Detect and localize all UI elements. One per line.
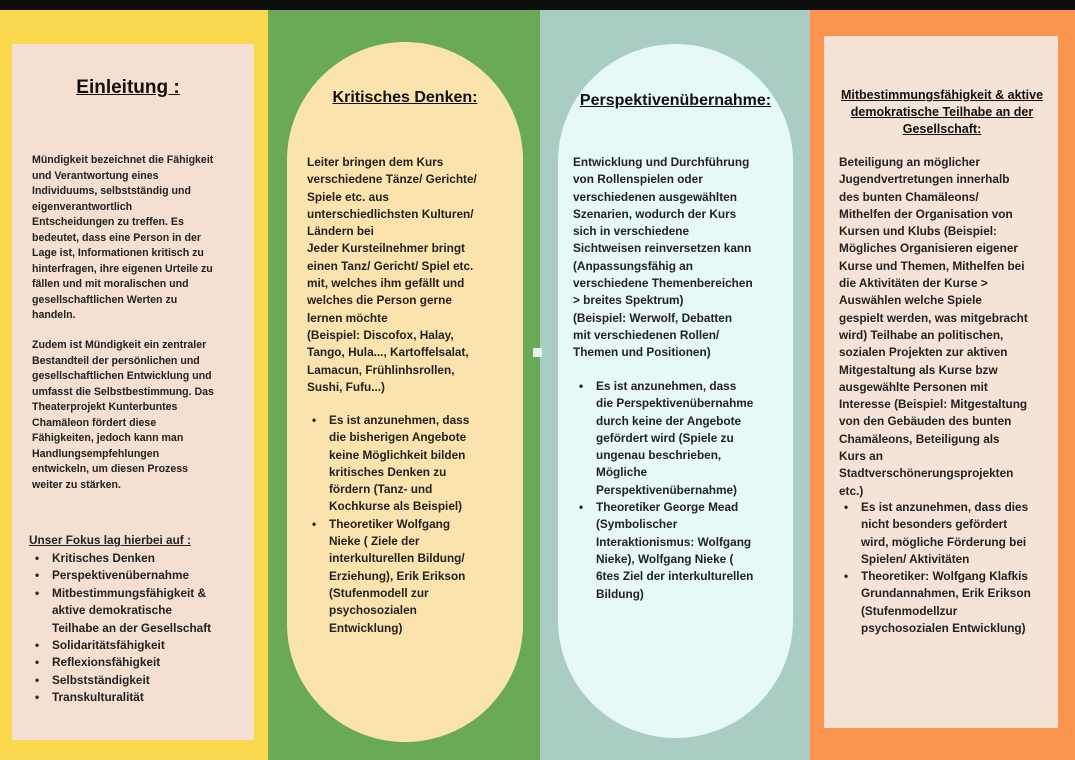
participation-title: Mitbestimmungsfähigkeit & aktive demokratische Teilhabe an der Gesellschaft: <box>840 88 1044 136</box>
focus-title: Unser Fokus lag hierbei auf : <box>29 533 191 547</box>
bullet-item: • Es ist anzunehmen, dass dies nicht besonders gefördert wird, mögliche Förderung bei Spielen/ Aktivitäten <box>841 499 1056 568</box>
focus-list <box>32 550 242 707</box>
critical-thinking-bullets <box>309 412 519 637</box>
introduction-paragraph-2: Zudem ist Mündigkeit ein zentraler Bestandteil der persönlichen und gesellschaftlichen Entwicklung und umfasst die Selbstbestimmung. Das Theaterprojekt Kunterbuntes Chamäleon fördert diese Fähigkeiten, jedoch kann man Handlungsempfehlungen entwickeln, um diesen Prozess weiter zu stärken. <box>32 339 214 491</box>
perspective-bullets <box>576 378 788 603</box>
critical-thinking-body: Leiter bringen dem Kurs verschiedene Tänze/ Gerichte/ Spiele etc. aus unterschiedlichsten Kulturen/ Ländern bei Jeder Kursteilnehmer bringt einen Tanz/ Gericht/ Spiel etc. mit, welches ihm gefällt und welches die Person gerne lernen möchte (Beispiel: Discofox, Halay, Tango, Hula..., Kartoffelsalat, Lamacun, Frühlinhsrollen, Sushi, Fufu...) <box>307 155 477 394</box>
focus-item: • Transkulturalität <box>32 689 242 706</box>
perspective-body: Entwicklung und Durchführung von Rollenspielen oder verschiedenen ausgewählten Szenarien, wodurch der Kurs sich in verschiedene Sichtweisen reinversetzen kann (Anpassungsfähig an verschiedene Themenbereichen > breites Spektrum) (Beispiel: Werwolf, Debatten mit verschiedenen Rollen/ Themen und Positionen) <box>573 155 753 360</box>
perspective-title: Perspektivenübernahme: <box>579 92 772 109</box>
bullet-item: • Theoretiker Wolfgang Nieke ( Ziele der interkulturellen Bildung/ Erziehung), Erik Erikson (Stufenmodell zur psychosozialen Entwicklung) <box>309 516 519 637</box>
bullet-item: • Theoretiker: Wolfgang Klafkis Grundannahmen, Erik Erikson (Stufenmodellzur psychosozialen Entwicklung) <box>841 568 1056 637</box>
bullet-item: • Es ist anzunehmen, dass die Perspektivenübernahme durch keine der Angebote gefördert wird (Spiele zu ungenau beschrieben, Mögliche Perspektivenübernahme) <box>576 378 788 499</box>
focus-item: • Solidaritätsfähigkeit <box>32 637 242 654</box>
bullet-item: • Theoretiker George Mead (Symbolischer Interaktionismus: Wolfgang Nieke), Wolfgang Nieke ( 6tes Ziel der interkulturellen Bildung) <box>576 499 788 603</box>
focus-item: • Mitbestimmungsfähigkeit & aktive demokratische Teilhabe an der Gesellschaft <box>32 585 242 637</box>
top-bar <box>0 0 1075 10</box>
bullet-item: • Es ist anzunehmen, dass die bisherigen Angebote keine Möglichkeit bilden kritisches Denken zu fördern (Tanz- und Kochkurse als Beispiel) <box>309 412 519 516</box>
center-marker <box>533 348 542 357</box>
focus-item: • Reflexionsfähigkeit <box>32 654 242 671</box>
participation-bullets <box>841 499 1056 637</box>
focus-item: • Selbstständigkeit <box>32 672 242 689</box>
participation-body: Beteiligung an möglicher Jugendvertretungen innerhalb des bunten Chamäleons/ Mithelfen der Organisation von Kursen und Klubs (Beispiel: Mögliches Organisieren eigener Kurse und Themen, Mithelfen bei die Aktivitäten der Kurse > Auswählen welche Spiele gespielt werden, was mitgebracht wird) Teilhabe an politischen, sozialen Projekten zur aktiven Mitgestaltung als Kurse bzw ausgewählte Personen mit Interesse (Beispiel: Mitgestaltung von den Gebäuden des bunten Chamäleons, Beteiligung als Kurs an Stadtverschönerungsprojekten etc.) <box>839 155 1028 498</box>
focus-item: • Perspektivenübernahme <box>32 567 242 584</box>
focus-item: • Kritisches Denken <box>32 550 242 567</box>
introduction-title: Einleitung : <box>76 77 180 98</box>
introduction-paragraph-1: Mündigkeit bezeichnet die Fähigkeit und Verantwortung eines Individuums, selbstständig und eigenverantwortlich Entscheidungen zu treffen. Es bedeutet, dass eine Person in der Lage ist, Informationen kritisch zu hinterfragen, ihre eigenen Urteile zu fällen und mit moralischen und gesellschaftlichen Werten zu handeln. <box>32 154 214 321</box>
critical-thinking-title: Kritisches Denken: <box>332 89 478 106</box>
